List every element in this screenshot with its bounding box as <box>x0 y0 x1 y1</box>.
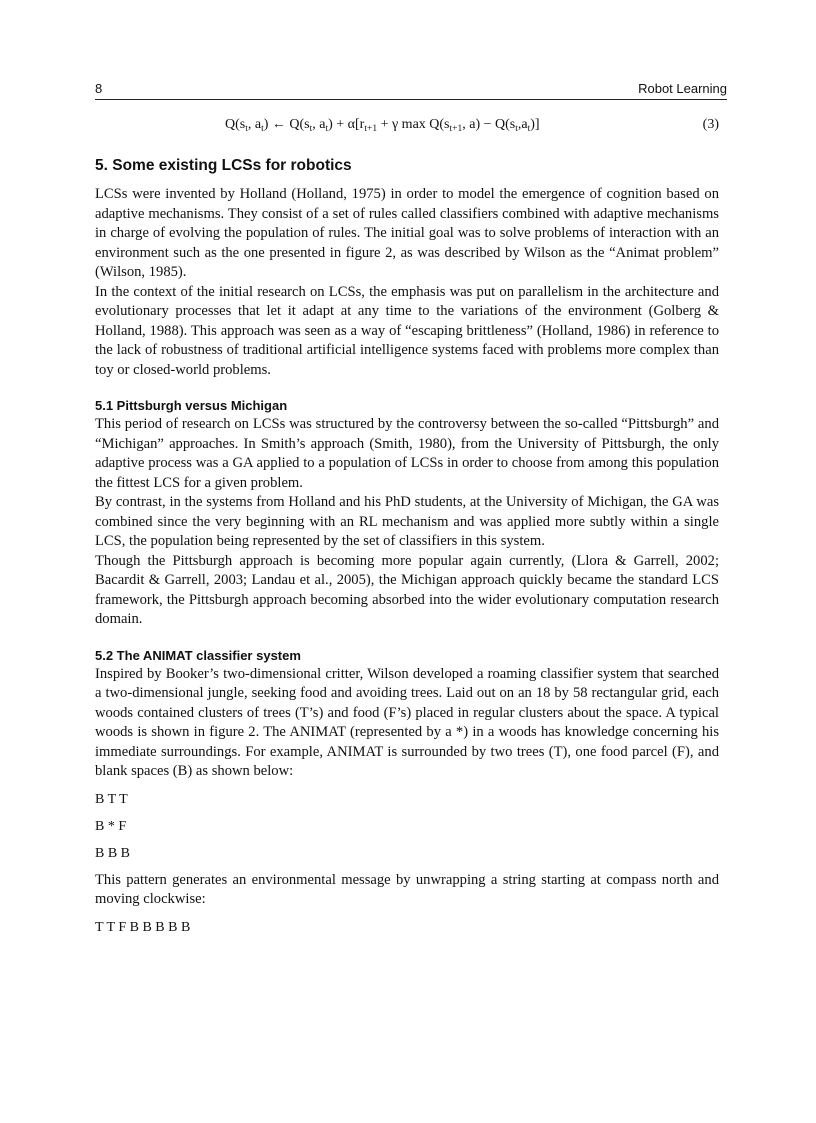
grid-row-1: B T T <box>95 791 128 807</box>
section-5-1-paragraph-3: Though the Pittsburgh approach is becoming more popular again currently, (Llora & Garrell, 2002; Bacardit & Garrell, 2003; Landau et al., 2005), the Michigan approach quickly became the standard LCS framework, the Pittsburgh approach becoming absorbed into the wider evolutionary computation research domain. <box>95 552 719 627</box>
grid-row-3: B B B <box>95 845 131 861</box>
grid-row-2: B * F <box>95 818 127 834</box>
environment-message: T T F B B B B B <box>95 919 191 935</box>
section-5-1-heading: 5.1 Pittsburgh versus Michigan <box>95 398 288 413</box>
section-5-2-heading: 5.2 The ANIMAT classifier system <box>95 647 301 663</box>
q-learning-formula: $Q(s_t$, $a_t$) ← $Q(s_t$, $a_t) + \alpha[r_{t+1} + \gamma$ $\max Q(s_{t+1}$, $a) - Q(s_t,a_t)$] <box>225 117 540 134</box>
section-5-1-paragraph-1: This period of research on LCSs was structured by the controversy between the so-called “Pittsburgh” and “Michigan” approaches. In Smith’s approach (Smith, 1980), from the University of Pittsburgh, the only adaptive process was a GA applied to a population of LCSs in order to choose from among this population the fittest LCS for a given problem. <box>95 416 719 491</box>
section-5-1-paragraph-2: By contrast, in the systems from Holland and his PhD students, at the University of Michigan, the GA was combined since the very beginning with an RL mechanism and was applied more subtly within a single LCS, the population being represented by the set of classifiers in this system. <box>95 494 719 549</box>
section-5-paragraph-1: LCSs were invented by Holland (Holland, 1975) in order to model the emergence of cognition based on adaptive mechanisms. They consist of a set of rules called classifiers combined with adaptive mechanisms in charge of evolving the population of rules. The initial goal was to solve problems of interaction with an environment such as the one presented in figure 2, as was described by Wilson as the “Animat problem” (Wilson, 1985). <box>95 186 719 280</box>
page-body <box>95 156 719 937</box>
section-5-2-paragraph-2: This pattern generates an environmental message by unwrapping a string starting at compass north and moving clockwise: <box>95 871 719 907</box>
section-5-heading: 5. Some existing LCSs for robotics <box>95 157 352 174</box>
page-number: 8 <box>95 81 103 96</box>
section-5-paragraph-2: In the context of the initial research on LCSs, the emphasis was put on parallelism in the architecture and evolutionary processes that let it adapt at any time to the variations of the environment (Golberg & Holland, 1988). This approach was seen as a way of “escaping brittleness” (Holland, 1986) in reference to the lack of robustness of traditional artificial intelligence systems faced with problems more complex than toy or closed-world problems. <box>95 283 719 378</box>
running-title: Robot Learning <box>638 81 727 96</box>
page-header <box>95 81 727 100</box>
equation-3 <box>95 117 719 137</box>
section-5-2-paragraph-1: Inspired by Booker’s two-dimensional critter, Wilson developed a roaming classifier system that searched a two-dimensional jungle, seeking food and avoiding trees. Laid out on an 18 by 58 rectangular grid, each woods contained clusters of trees (T’s) and food (F’s) placed in regular clusters about the space. A typical woods is shown in figure 2. The ANIMAT (represented by a *) in a woods has knowledge concerning his immediate surroundings. For example, ANIMAT is surrounded by two trees (T), one food parcel (F), and blank spaces (B) as shown below: <box>95 665 719 779</box>
equation-number: (3) <box>702 117 719 132</box>
